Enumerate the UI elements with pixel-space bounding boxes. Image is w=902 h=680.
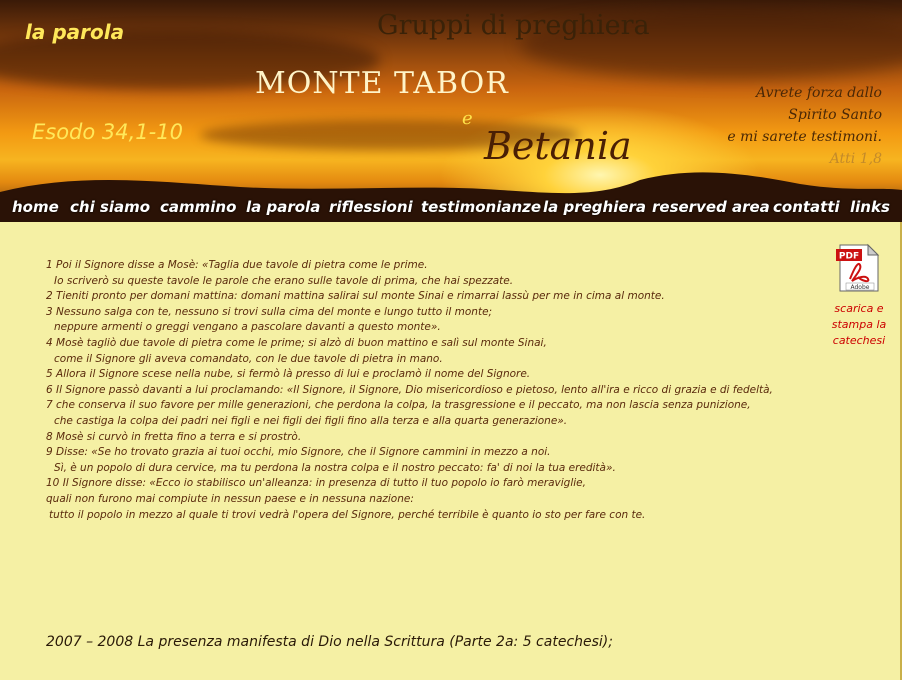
main-nav (0, 196, 902, 222)
pdf-brand-text: Adobe (850, 284, 870, 291)
section-label: la parola (25, 20, 125, 44)
site-title-line3: Betania (484, 124, 632, 168)
header-quote (727, 82, 882, 170)
nav-testimonianze[interactable]: testimonianze (421, 198, 542, 216)
nav-cammino[interactable]: cammino (160, 198, 237, 216)
catechesis-series-title: 2007 – 2008 La presenza manifesta di Dio nella Scrittura (Parte 2a: 5 catechesi); (46, 634, 613, 650)
site-title-line1: Gruppi di preghiera (377, 10, 650, 41)
verse-line: 10 Il Signore disse: «Ecco io stabilisco un'alleanza: in presenza di tutto il tuo popolo io farò meraviglie, (46, 477, 586, 490)
quote-line: Atti 1,8 (829, 151, 882, 167)
nav-la-parola[interactable]: la parola (246, 198, 321, 216)
download-catechesis-link[interactable] (818, 301, 900, 349)
nav-riflessioni[interactable]: riflessioni (329, 198, 413, 216)
site-title-line2: MONTE TABOR (255, 66, 509, 101)
verse-line: come il Signore gli aveva comandato, con le due tavole di pietra in mano. (54, 352, 443, 365)
caption-line: catechesi (832, 334, 886, 347)
nav-links[interactable]: links (850, 198, 890, 216)
verse-line: neppure armenti o greggi vengano a pascolare davanti a questo monte». (54, 321, 441, 334)
verse-line: quali non furono mai compiute in nessun paese e in nessuna nazione: (46, 492, 414, 505)
verse-line: 6 Il Signore passò davanti a lui proclamando: «Il Signore, il Signore, Dio misericordioso e pietoso, lento all'ira e ricco di grazia e di fedeltà, (46, 383, 773, 396)
verse-line: 7 che conserva il suo favore per mille generazioni, che perdona la colpa, la trasgressione e il peccato, ma non lascia senza punizione, (46, 399, 751, 412)
nav-home[interactable]: home (12, 198, 59, 216)
verse-line: 2 Tieniti pronto per domani mattina: domani mattina salirai sul monte Sinai e rimarrai lassù per me in cima al monte. (46, 290, 665, 303)
caption-line: stampa la (831, 318, 887, 331)
nav-la-preghiera[interactable]: la preghiera (543, 198, 647, 216)
verse-line: tutto il popolo in mezzo al quale ti trovi vedrà l'opera del Signore, perché terribile è quanto io sto per fare con te. (49, 508, 646, 521)
verse-line: che castiga la colpa dei padri nei figli e nei figli dei figli fino alla terza e alla quarta generazione». (54, 414, 568, 427)
nav-reserved-area[interactable]: reserved area (652, 198, 770, 216)
verse-line: 4 Mosè tagliò due tavole di pietra come le prime; si alzò di buon mattino e salì sul monte Sinai, (46, 336, 547, 349)
verse-line: 9 Disse: «Se ho trovato grazia ai tuoi occhi, mio Signore, che il Signore cammini in mezzo a noi. (46, 446, 551, 459)
quote-line: Avrete forza dallo (756, 85, 882, 101)
verse-line: Io scriverò su queste tavole le parole che erano sulle tavole di prima, che hai spezzate. (54, 274, 514, 287)
header-banner (0, 0, 902, 222)
verse-line: 5 Allora il Signore scese nella nube, si fermò là presso di lui e proclamò il nome del Signore. (46, 368, 531, 381)
verse-line: 3 Nessuno salga con te, nessuno si trovi sulla cima del monte e lungo tutto il monte; (46, 305, 493, 318)
verse-line: 8 Mosè si curvò in fretta fino a terra e si prostrò. (46, 430, 302, 443)
quote-line: e mi sarete testimoni. (727, 129, 882, 145)
site-title-conjunction: e (462, 108, 473, 129)
pdf-adobe-icon[interactable] (834, 243, 882, 293)
nav-contatti[interactable]: contatti (773, 198, 840, 216)
quote-line: Spirito Santo (788, 107, 882, 123)
pdf-badge-text: PDF (838, 251, 860, 262)
caption-line: scarica e (834, 302, 884, 315)
scripture-reference: Esodo 34,1-10 (32, 120, 183, 144)
scripture-text (46, 258, 806, 523)
verse-line: 1 Poi il Signore disse a Mosè: «Taglia due tavole di pietra come le prime. (46, 259, 428, 271)
verse-line: Sì, è un popolo di dura cervice, ma tu perdona la nostra colpa e il nostro peccato: fa' di noi la tua eredità». (54, 461, 616, 474)
nav-chi-siamo[interactable]: chi siamo (70, 198, 151, 216)
